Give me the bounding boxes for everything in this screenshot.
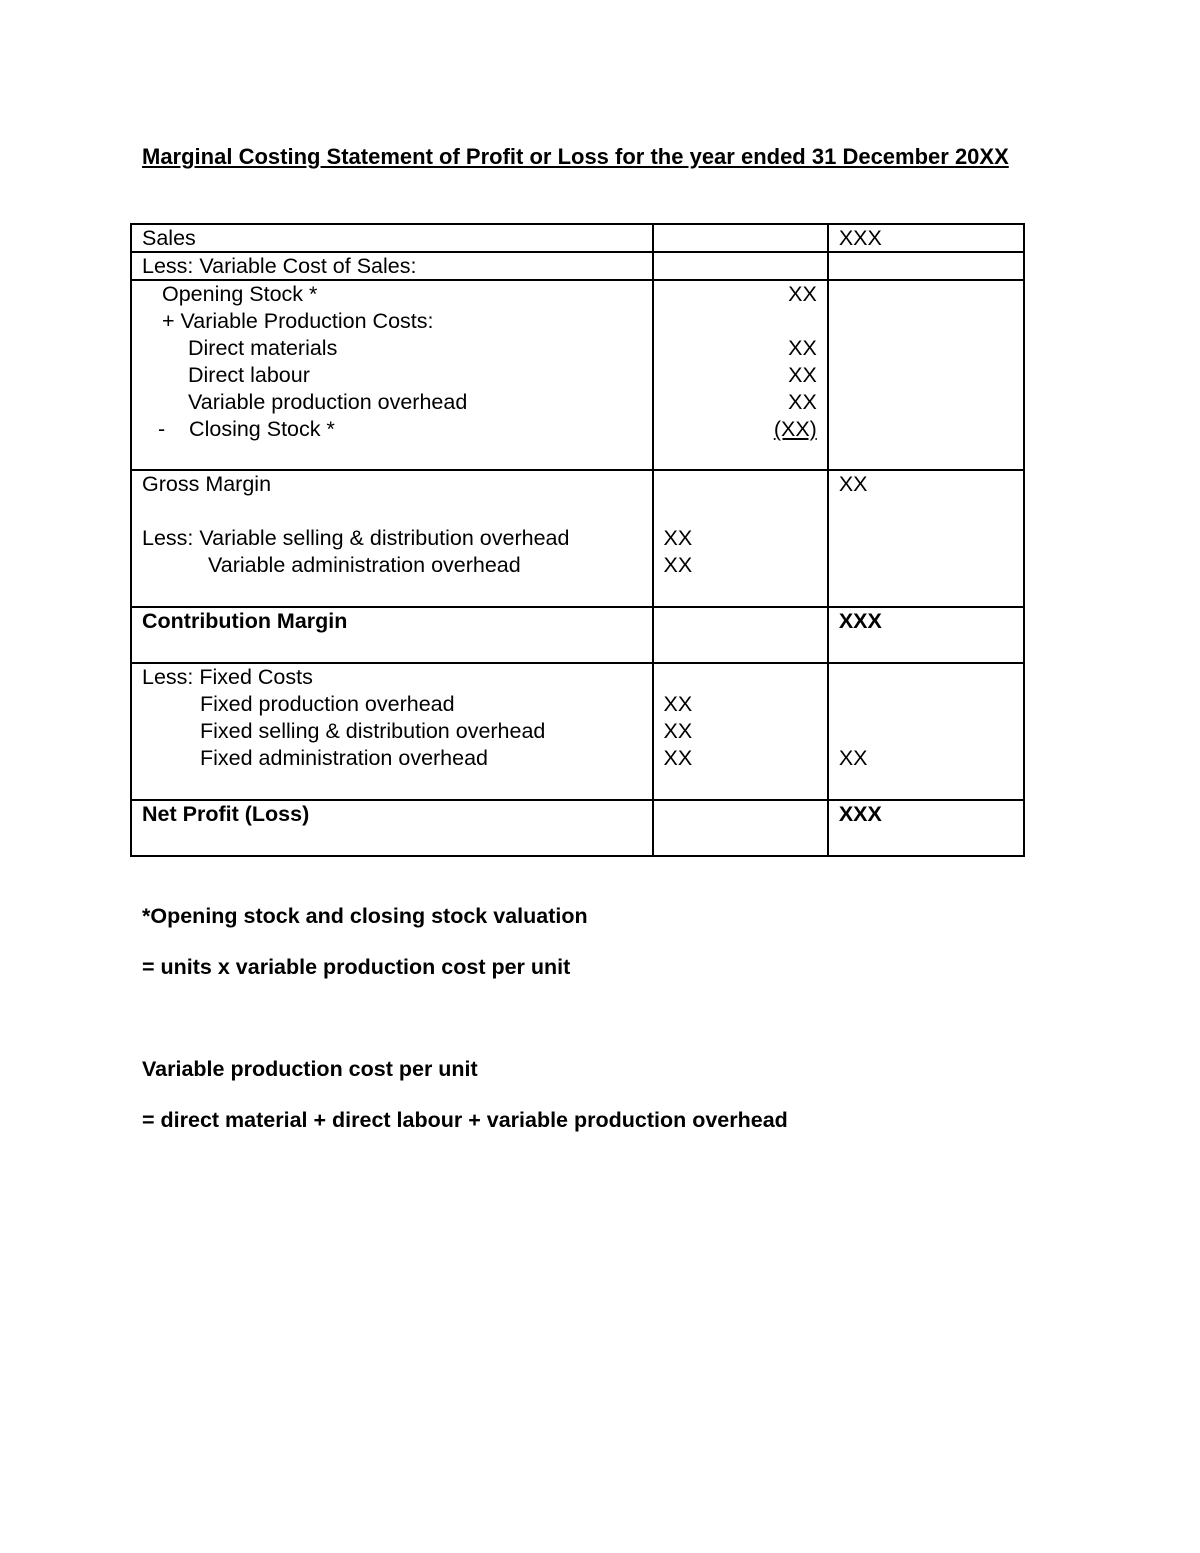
gross-margin-labels xyxy=(131,470,653,607)
table-row-fixed-costs xyxy=(131,663,1024,800)
table-row-net-profit xyxy=(131,800,1024,856)
fixed-selling-overhead-value: XX xyxy=(663,719,693,743)
gross-margin-label: Gross Margin xyxy=(142,472,272,496)
table-row-cost-of-sales xyxy=(131,280,1024,470)
direct-labour-value: XX xyxy=(788,363,817,387)
opening-stock-label: Opening Stock * xyxy=(162,282,318,306)
fixed-costs-values xyxy=(653,663,828,800)
stock-valuation-formula: = units x variable production cost per unit xyxy=(142,955,571,979)
direct-materials-label: Direct materials xyxy=(188,336,338,360)
sales-label: Sales xyxy=(131,224,653,252)
cost-lines-values xyxy=(653,280,828,470)
fixed-admin-overhead-value: XX xyxy=(663,746,693,770)
unit-cost-heading: Variable production cost per unit xyxy=(142,1057,478,1081)
less-variable-cost-label: Less: Variable Cost of Sales: xyxy=(131,252,653,280)
contribution-margin-label: Contribution Margin xyxy=(131,607,653,663)
table-row-gross-margin xyxy=(131,470,1024,607)
net-profit-value: XXX xyxy=(828,800,1024,856)
fixed-production-overhead-value: XX xyxy=(663,692,693,716)
variable-admin-overhead-label: Variable administration overhead xyxy=(208,553,521,577)
direct-labour-label: Direct labour xyxy=(188,363,310,387)
variable-selling-overhead-label: Less: Variable selling & distribution overhead xyxy=(142,526,570,550)
table-row-sales xyxy=(131,224,1024,252)
table-row-contribution-margin xyxy=(131,607,1024,663)
unit-cost-formula: = direct material + direct labour + variable production overhead xyxy=(142,1108,788,1132)
fixed-costs-label: Less: Fixed Costs xyxy=(142,665,313,689)
sales-col2 xyxy=(653,224,828,252)
variable-admin-overhead-value: XX xyxy=(663,553,693,577)
marginal-costing-table xyxy=(130,223,1025,857)
variable-production-costs-value xyxy=(664,308,817,335)
fixed-costs-labels xyxy=(131,663,653,800)
fixed-selling-overhead-label: Fixed selling & distribution overhead xyxy=(200,719,546,743)
gross-margin-value: XX xyxy=(828,470,1024,607)
stock-valuation-heading: *Opening stock and closing stock valuation xyxy=(142,904,588,928)
variable-production-overhead-value: XX xyxy=(788,390,817,414)
fixed-production-overhead-label: Fixed production overhead xyxy=(200,692,455,716)
variable-selling-overhead-value: XX xyxy=(663,526,693,550)
fixed-costs-total xyxy=(828,663,1024,800)
table-row-less-variable-cost xyxy=(131,252,1024,280)
fixed-admin-overhead-label: Fixed administration overhead xyxy=(200,746,489,770)
variable-overhead-values xyxy=(653,470,828,607)
contribution-margin-value: XXX xyxy=(828,607,1024,663)
sales-value: XXX xyxy=(828,224,1024,252)
variable-production-costs-label: + Variable Production Costs: xyxy=(162,309,434,333)
statement-title: Marginal Costing Statement of Profit or Loss for the year ended 31 December 20XX xyxy=(142,144,1009,169)
variable-production-overhead-label: Variable production overhead xyxy=(188,390,468,414)
direct-materials-value: XX xyxy=(788,336,817,360)
net-profit-label: Net Profit (Loss) xyxy=(131,800,653,856)
opening-stock-value: XX xyxy=(788,282,817,306)
cost-lines-labels xyxy=(131,280,653,470)
closing-stock-label: - Closing Stock * xyxy=(158,417,335,441)
closing-stock-value: (XX) xyxy=(773,417,817,441)
fixed-costs-total-value: XX xyxy=(838,746,868,770)
